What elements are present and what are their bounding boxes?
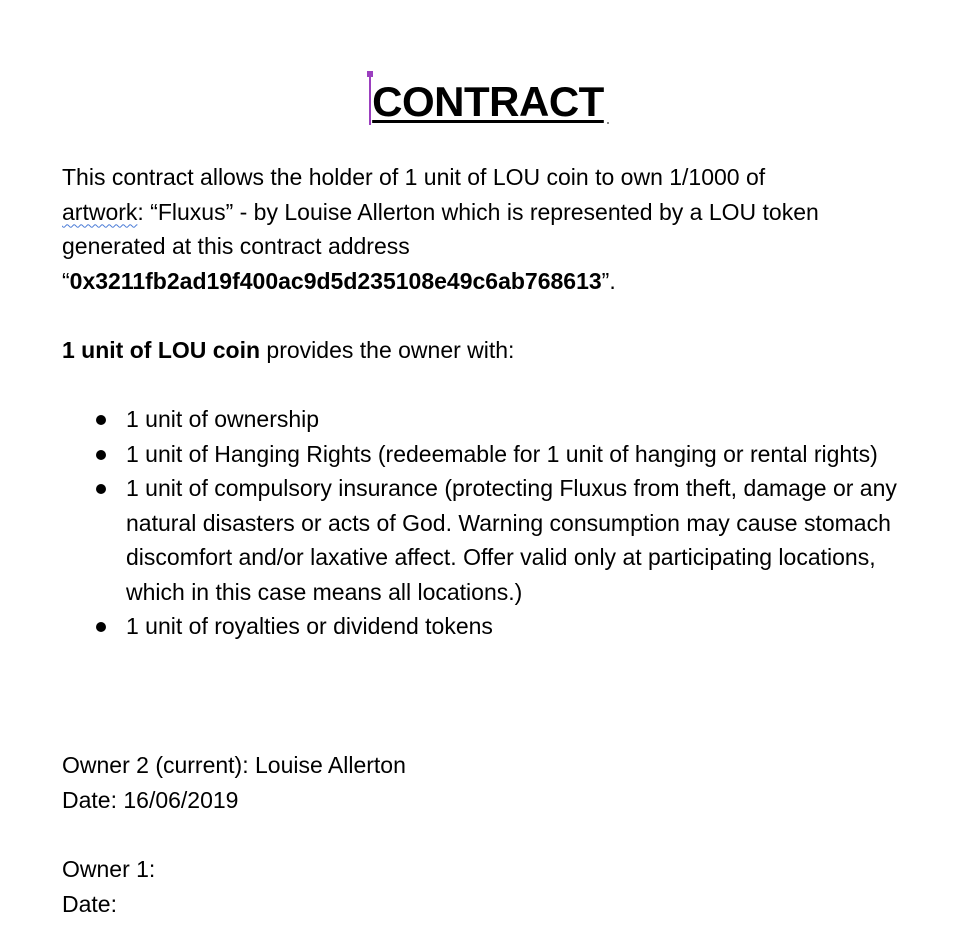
list-item[interactable] xyxy=(62,609,902,644)
list-item-text: 1 unit of compulsory insurance (protecting Fluxus from theft, damage or any natural disasters or acts of God. Warning consumption may cause stomach discomfort and/or laxative affect. Offer valid only at participating locations, which in this case means all locations.) xyxy=(126,475,897,605)
list-item-text: 1 unit of Hanging Rights (redeemable for 1 unit of hanging or rental rights) xyxy=(126,440,878,467)
provides-bold: 1 unit of LOU coin xyxy=(62,337,261,363)
title-block xyxy=(0,76,976,128)
provides-rest: provides the owner with: xyxy=(260,337,515,363)
owner-2-label: Owner 2 (current): Louise Allerton xyxy=(62,752,406,778)
intro-paragraph[interactable] xyxy=(62,160,922,298)
quote-open: “ xyxy=(62,267,70,294)
provides-paragraph[interactable] xyxy=(62,333,922,368)
list-item-text: 1 unit of royalties or dividend tokens xyxy=(126,613,493,639)
text-cursor-handle[interactable] xyxy=(367,71,373,77)
bullet-icon xyxy=(96,484,106,494)
intro-line-2: : “Fluxus” - by Louise Allerton which is represented by a LOU token xyxy=(137,198,819,225)
contract-title[interactable] xyxy=(372,76,604,128)
spellcheck-word-artwork[interactable]: artwork xyxy=(62,198,138,225)
quote-close: ”. xyxy=(601,267,616,294)
owner-1-block[interactable] xyxy=(62,852,922,922)
text-cursor xyxy=(369,73,371,125)
bullet-icon xyxy=(96,415,106,425)
intro-line-1: This contract allows the holder of 1 unit of LOU coin to own 1/1000 of xyxy=(62,164,766,190)
list-item[interactable] xyxy=(62,402,902,437)
intro-line-3: generated at this contract address xyxy=(62,233,410,259)
bullet-icon xyxy=(96,622,106,632)
owner-1-date: Date: xyxy=(62,891,117,917)
owner-2-date: Date: 16/06/2019 xyxy=(62,787,239,813)
list-item[interactable] xyxy=(62,437,902,472)
list-item-text: 1 unit of ownership xyxy=(126,406,320,432)
benefits-list xyxy=(62,402,902,644)
owner-2-block[interactable] xyxy=(62,748,922,818)
list-item[interactable] xyxy=(62,471,902,609)
paragraph-mark xyxy=(607,122,609,124)
owner-1-label: Owner 1: xyxy=(62,856,156,882)
contract-address: 0x3211fb2ad19f400ac9d5d235108e49c6ab768613 xyxy=(69,267,602,294)
bullet-icon xyxy=(96,450,106,460)
contract-title-text: CONTRACT xyxy=(372,78,604,125)
